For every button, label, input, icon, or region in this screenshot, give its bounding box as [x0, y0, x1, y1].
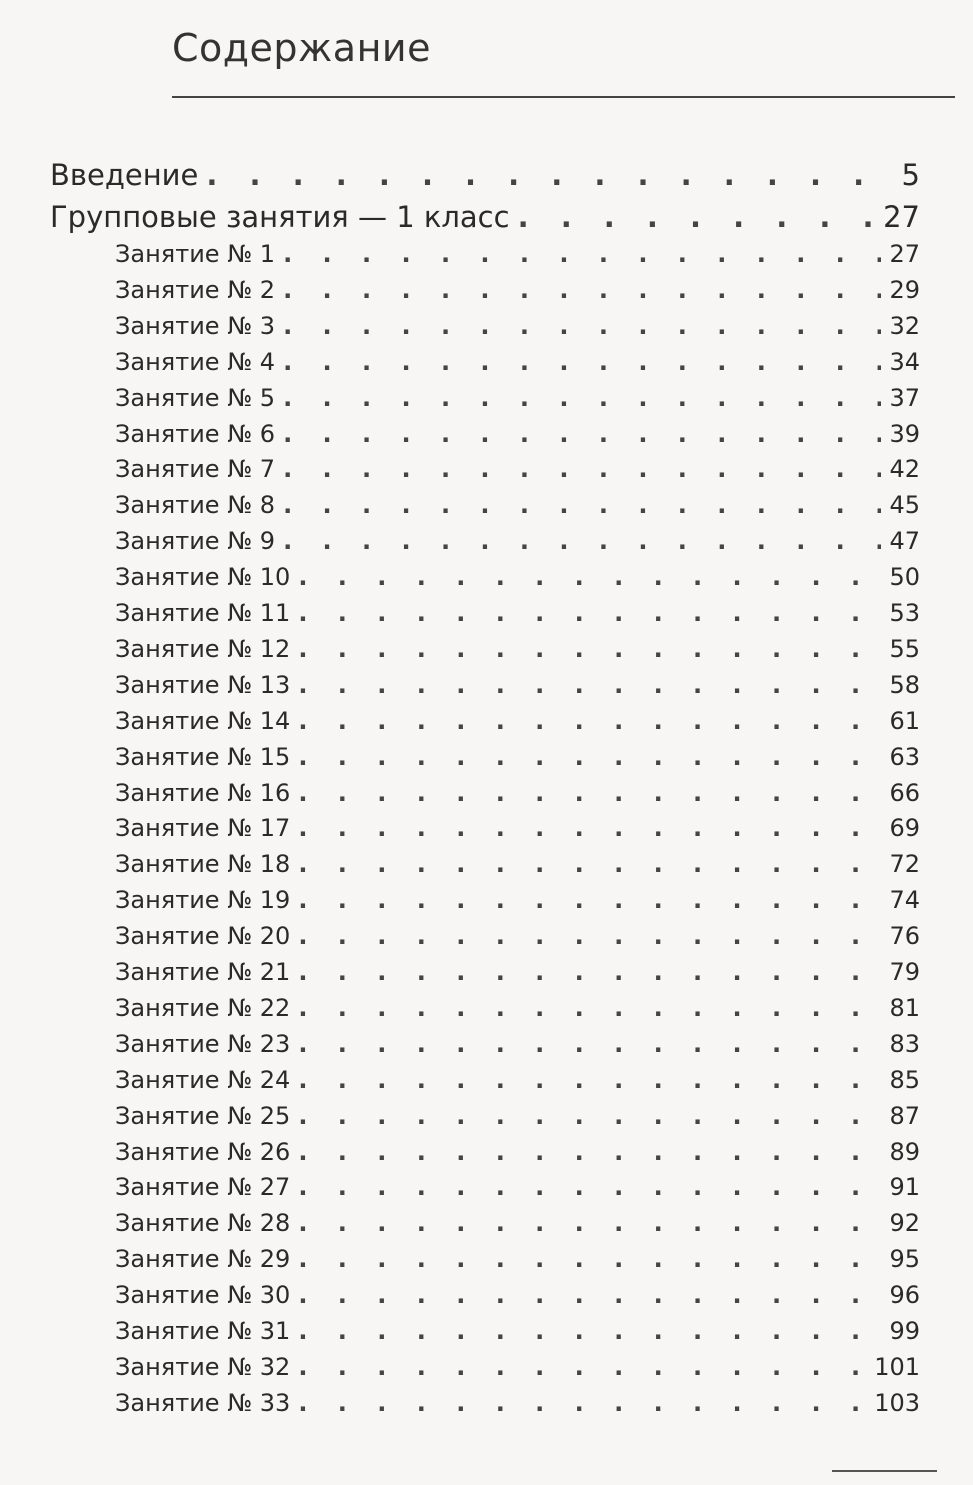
- toc-entry-page: 66: [889, 778, 920, 807]
- dot-leader: [298, 994, 881, 1022]
- footer-rule: [832, 1470, 937, 1472]
- toc-entry-label: Занятие № 9: [115, 527, 276, 556]
- toc-entry-page: 47: [889, 527, 920, 556]
- toc-entry: [115, 599, 920, 627]
- toc-entry: [115, 994, 920, 1022]
- toc-entry-page: 91: [889, 1173, 920, 1202]
- toc-entry-page: 72: [889, 850, 920, 879]
- toc-entry-label: Занятие № 5: [115, 383, 276, 412]
- dot-leader: [283, 240, 881, 268]
- toc-entry-page: 85: [889, 1065, 920, 1094]
- dot-leader: [298, 1066, 881, 1094]
- toc-entry: [115, 1066, 920, 1094]
- toc-entry: [115, 958, 920, 986]
- dot-leader: [298, 671, 881, 699]
- dot-leader: [298, 850, 881, 878]
- toc-entry-page: 37: [889, 383, 920, 412]
- toc-entry-label: Занятие № 28: [115, 1209, 291, 1238]
- toc-entry: [115, 1209, 920, 1237]
- toc-entry-label: Занятие № 14: [115, 706, 291, 735]
- toc-entry-label: Занятие № 11: [115, 599, 291, 627]
- dot-leader: [283, 491, 881, 519]
- dot-leader: [298, 1317, 881, 1345]
- dot-leader: [283, 527, 881, 555]
- toc-entry-label: Занятие № 22: [115, 993, 291, 1022]
- toc-entry-label: Введение: [50, 158, 199, 192]
- toc-entry-page: 42: [889, 455, 920, 484]
- dot-leader: [298, 886, 881, 914]
- toc-entry-label: Занятие № 21: [115, 958, 291, 986]
- toc-entry-label: Занятие № 29: [115, 1245, 291, 1274]
- toc-entry-page: 63: [889, 742, 920, 771]
- toc-entry: [115, 850, 920, 878]
- toc-entry-label: Занятие № 33: [115, 1388, 291, 1417]
- dot-leader: [298, 1173, 881, 1201]
- dot-leader: [298, 743, 881, 771]
- dot-leader: [298, 1138, 881, 1166]
- toc-entry-page: 55: [889, 634, 920, 663]
- dot-leader: [298, 635, 881, 663]
- dot-leader: [298, 1030, 881, 1058]
- toc-entry: [115, 779, 920, 807]
- toc-entry-label: Занятие № 26: [115, 1137, 291, 1166]
- toc-entry: [115, 1353, 920, 1381]
- toc-entry: [115, 348, 920, 376]
- dot-leader: [283, 384, 881, 412]
- dot-leader: [298, 599, 881, 627]
- toc-entry: [50, 200, 920, 234]
- toc-entry: [115, 276, 920, 304]
- toc-entry-page: 81: [889, 993, 920, 1022]
- dot-leader: [283, 420, 881, 448]
- dot-leader: [283, 348, 881, 376]
- toc-entry: [115, 743, 920, 771]
- toc-entry-label: Занятие № 27: [115, 1173, 291, 1202]
- toc-entry: [115, 491, 920, 519]
- toc-entry: [115, 240, 920, 268]
- toc-entry: [115, 455, 920, 483]
- toc-entry-page: 79: [889, 958, 920, 986]
- dot-leader: [298, 922, 881, 950]
- toc-entry-page: 53: [889, 599, 920, 627]
- toc-entry-page: 39: [889, 419, 920, 448]
- toc-entry-page: 92: [889, 1209, 920, 1238]
- dot-leader: [298, 1245, 881, 1273]
- title-rule: [172, 96, 955, 98]
- toc-entry-page: 74: [889, 886, 920, 915]
- toc-entry-label: Занятие № 7: [115, 455, 276, 484]
- toc-entry: [115, 671, 920, 699]
- toc-entry-page: 103: [874, 1388, 920, 1417]
- toc-entry-label: Занятие № 19: [115, 886, 291, 915]
- toc-entry-label: Занятие № 17: [115, 814, 291, 843]
- toc-entry-label: Занятие № 10: [115, 563, 291, 592]
- toc-entry: [115, 527, 920, 555]
- toc-entry-label: Занятие № 13: [115, 670, 291, 699]
- toc-entry-page: 61: [889, 706, 920, 735]
- toc-entry-label: Занятие № 6: [115, 419, 276, 448]
- dot-leader: [298, 1389, 866, 1417]
- toc-entry: [115, 1138, 920, 1166]
- dot-leader: [298, 1281, 881, 1309]
- toc-entry: [115, 886, 920, 914]
- toc-entry-label: Занятие № 2: [115, 275, 276, 304]
- toc-entry-label: Занятие № 18: [115, 850, 291, 879]
- toc-entry-page: 29: [889, 275, 920, 304]
- toc-entry: [115, 1173, 920, 1201]
- toc-entry-label: Занятие № 1: [115, 240, 276, 268]
- dot-leader: [298, 779, 881, 807]
- toc-entry-page: 89: [889, 1137, 920, 1166]
- toc-entry-label: Занятие № 4: [115, 347, 276, 376]
- toc-entry-page: 58: [889, 670, 920, 699]
- toc-entry: [115, 312, 920, 340]
- toc-entry-page: 101: [874, 1352, 920, 1381]
- toc-entry-label: Занятие № 24: [115, 1065, 291, 1094]
- dot-leader: [298, 1209, 881, 1237]
- toc-entry: [50, 158, 920, 192]
- dot-leader: [283, 455, 881, 483]
- dot-leader: [298, 707, 881, 735]
- toc-entry: [115, 1245, 920, 1273]
- toc-entry: [115, 1317, 920, 1345]
- dot-leader: [298, 1353, 866, 1381]
- dot-leader: [298, 958, 881, 986]
- toc-entry-page: 27: [883, 200, 920, 234]
- toc-entry-label: Занятие № 25: [115, 1101, 291, 1130]
- toc-entry: [115, 1030, 920, 1058]
- dot-leader: [298, 1102, 881, 1130]
- toc-entry-label: Занятие № 23: [115, 1029, 291, 1058]
- toc-entry: [115, 635, 920, 663]
- toc-entry-label: Занятие № 31: [115, 1317, 291, 1345]
- toc-entry: [115, 1389, 920, 1417]
- toc-entry: [115, 814, 920, 842]
- toc-entry-page: 45: [889, 491, 920, 520]
- toc-entry: [115, 420, 920, 448]
- dot-leader: [283, 312, 881, 340]
- toc-entry-label: Занятие № 8: [115, 491, 276, 520]
- toc-entry-page: 32: [889, 311, 920, 340]
- toc-entry-page: 27: [889, 240, 920, 268]
- toc-entry-label: Занятие № 12: [115, 634, 291, 663]
- dot-leader: [283, 276, 881, 304]
- toc-entry: [115, 922, 920, 950]
- toc-entry-label: Групповые занятия — 1 класс: [50, 200, 510, 234]
- toc-entry: [115, 1281, 920, 1309]
- toc-entry-label: Занятие № 20: [115, 922, 291, 951]
- toc-entry: [115, 384, 920, 412]
- toc-entry-page: 76: [889, 922, 920, 951]
- dot-leader: [206, 158, 893, 192]
- toc-entry-page: 87: [889, 1101, 920, 1130]
- toc-entry-page: 99: [889, 1317, 920, 1345]
- toc-entry: [115, 707, 920, 735]
- toc-entry-page: 5: [901, 158, 920, 192]
- toc-entry-label: Занятие № 15: [115, 742, 291, 771]
- toc-entry-page: 96: [889, 1281, 920, 1310]
- toc-entry-label: Занятие № 3: [115, 311, 276, 340]
- toc-entry-page: 34: [889, 347, 920, 376]
- toc-entry-page: 83: [889, 1029, 920, 1058]
- toc-entry-label: Занятие № 16: [115, 778, 291, 807]
- toc-entry-label: Занятие № 30: [115, 1281, 291, 1310]
- toc-entry-page: 50: [889, 563, 920, 592]
- toc-entry-page: 69: [889, 814, 920, 843]
- dot-leader: [518, 200, 876, 234]
- toc-entry-page: 95: [889, 1245, 920, 1274]
- toc-entry-label: Занятие № 32: [115, 1352, 291, 1381]
- toc-entry: [115, 563, 920, 591]
- dot-leader: [298, 814, 881, 842]
- dot-leader: [298, 563, 881, 591]
- page-title: Содержание: [172, 26, 431, 70]
- toc-entry: [115, 1102, 920, 1130]
